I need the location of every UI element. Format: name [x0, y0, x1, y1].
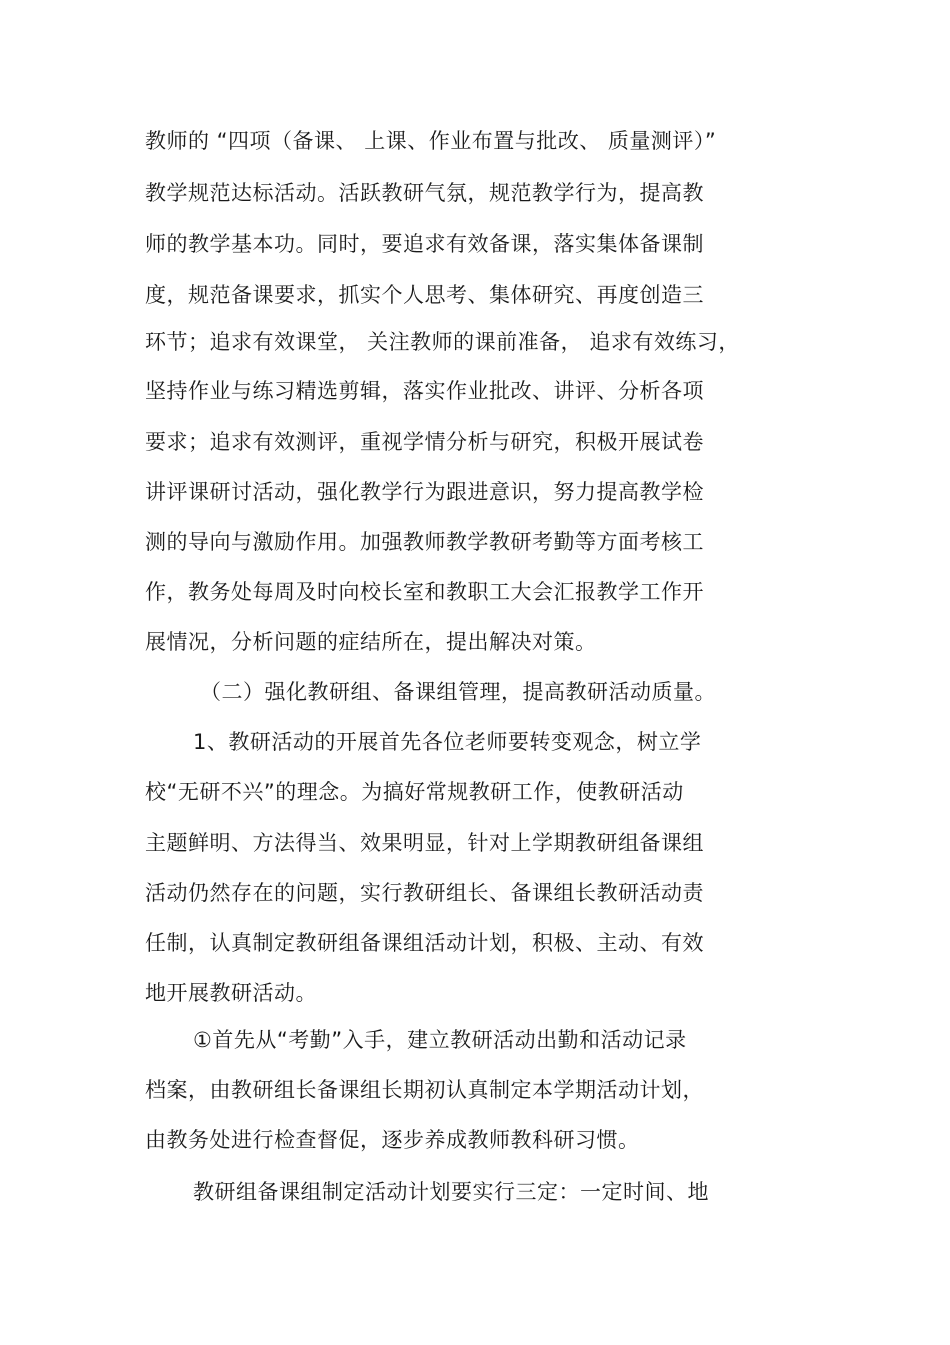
- text-line: 地开展教研活动。: [145, 981, 317, 1005]
- text-line: 要求；追求有效测评，重视学情分析与研究，积极开展试卷: [145, 430, 704, 454]
- paragraph-first-line: 教研组备课组制定活动计划要实行三定：一定时间、地: [193, 1180, 709, 1204]
- text-line: 教师的 “四项（备课、 上课、作业布置与批改、 质量测评）”: [145, 129, 717, 153]
- text-line: 展情况，分析问题的症结所在，提出解决对策。: [145, 630, 597, 654]
- text-line: 测的导向与激励作用。加强教师教学教研考勤等方面考核工: [145, 530, 704, 554]
- paragraph-first-line: ①首先从“考勤”入手，建立教研活动出勤和活动记录: [193, 1028, 687, 1052]
- text-line: 环节；追求有效课堂， 关注教师的课前准备， 追求有效练习，: [145, 330, 740, 354]
- text-line: 教学规范达标活动。活跃教研气氛，规范教学行为，提高教: [145, 181, 704, 205]
- section-heading: （二）强化教研组、备课组管理，提高教研活动质量。: [200, 680, 716, 704]
- text-line: 由教务处进行检查督促，逐步养成教师教科研习惯。: [145, 1128, 640, 1152]
- text-line: 活动仍然存在的问题，实行教研组长、备课组长教研活动责: [145, 881, 704, 905]
- paragraph-first-line: 1、教研活动的开展首先各位老师要转变观念，树立学: [193, 730, 702, 754]
- text-line: 坚持作业与练习精选剪辑，落实作业批改、讲评、分析各项: [145, 379, 704, 403]
- text-line: 校“无研不兴”的理念。为搞好常规教研工作，使教研活动: [145, 780, 684, 804]
- text-line: 主题鲜明、方法得当、效果明显，针对上学期教研组备课组: [145, 831, 704, 855]
- text-line: 任制，认真制定教研组备课组活动计划，积极、主动、有效: [145, 931, 704, 955]
- text-line: 作，教务处每周及时向校长室和教职工大会汇报教学工作开: [145, 580, 704, 604]
- text-line: 讲评课研讨活动，强化教学行为跟进意识，努力提高教学检: [145, 480, 704, 504]
- text-line: 师的教学基本功。同时，要追求有效备课，落实集体备课制: [145, 232, 704, 256]
- text-line: 档案，由教研组长备课组长期初认真制定本学期活动计划，: [145, 1078, 704, 1102]
- text-line: 度，规范备课要求，抓实个人思考、集体研究、再度创造三: [145, 283, 704, 307]
